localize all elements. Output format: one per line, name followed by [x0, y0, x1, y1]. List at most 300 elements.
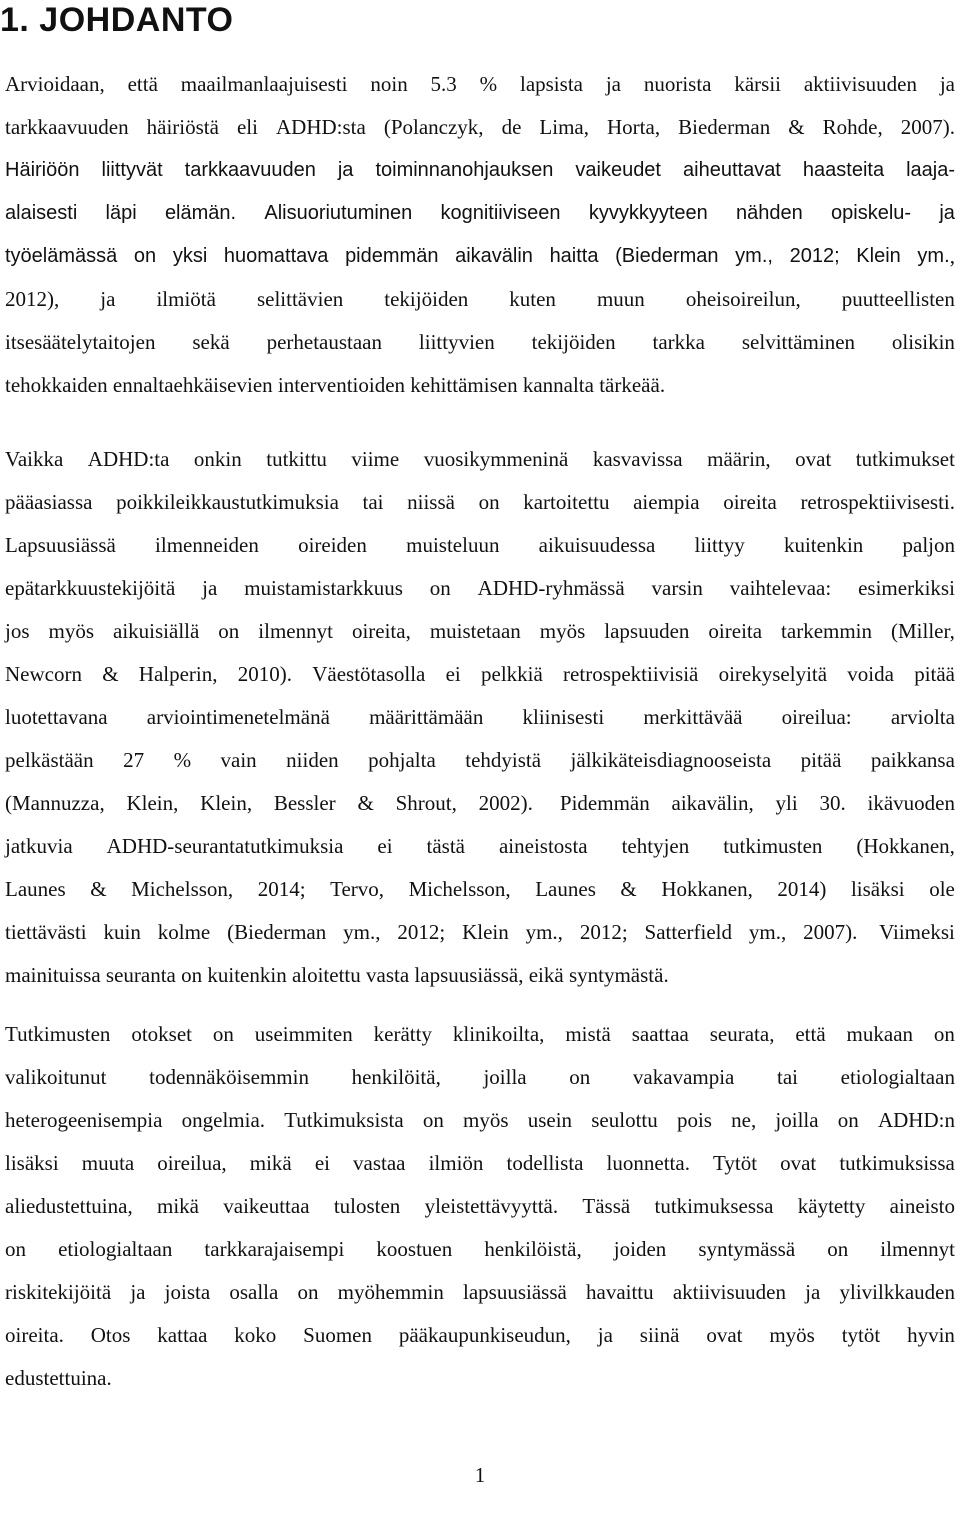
paragraph-2 — [5, 438, 955, 997]
text-line — [5, 106, 955, 149]
text-line — [5, 825, 955, 868]
word: & — [620, 877, 637, 901]
word: jos — [5, 619, 30, 643]
word: oireita, — [351, 619, 411, 643]
word: ADHD:n — [877, 1108, 955, 1132]
text-line — [5, 149, 955, 192]
word: ja — [939, 72, 955, 96]
word: Klein — [856, 245, 901, 267]
word: ym., — [735, 245, 773, 267]
word: tutkimusten — [723, 834, 823, 858]
word: noin — [370, 72, 408, 96]
word: onkin — [193, 447, 242, 471]
word: tekijöiden — [531, 330, 616, 354]
word: 2002). — [478, 791, 533, 815]
word: mukaan — [846, 1022, 914, 1046]
text-line — [5, 567, 955, 610]
word: että — [127, 72, 158, 96]
word: joilla — [775, 1108, 819, 1132]
word: Väestötasolla — [312, 662, 426, 686]
word: määrittämään — [369, 705, 484, 729]
word: vaikeuttaa — [223, 1194, 310, 1218]
word: % — [479, 72, 498, 96]
word: yli — [775, 791, 798, 815]
word: ilmennyt — [258, 619, 333, 643]
word: retrospektiivisiä — [563, 662, 699, 686]
word: ilmiön — [428, 1151, 484, 1175]
word: kerätty — [373, 1022, 432, 1046]
word: alaisesti — [5, 202, 78, 224]
word: ole — [929, 877, 955, 901]
word: kuten — [509, 287, 556, 311]
word: todellista — [506, 1151, 584, 1175]
word: 2012; — [789, 245, 840, 267]
word: aikuisiällä — [113, 619, 200, 643]
word: 2014) — [777, 877, 827, 901]
word: oireilua: — [781, 705, 852, 729]
word: Bessler — [273, 791, 336, 815]
word: ovat — [706, 1323, 743, 1347]
word: Vaikka — [5, 447, 64, 471]
word: kartoitettu — [523, 490, 610, 514]
text-line-last: mainituissa seuranta on kuitenkin aloitettu vasta lapsuusiässä, eikä syntymästä. — [5, 963, 669, 987]
word: ylivilkkauden — [839, 1280, 955, 1304]
text-line — [5, 739, 955, 782]
word: huomattava — [223, 245, 329, 267]
word: esimerkiksi — [858, 576, 955, 600]
word: toiminnanohjauksen — [375, 159, 554, 181]
word: Rohde, — [822, 115, 883, 139]
word: pois — [676, 1108, 712, 1132]
word: (Miller, — [891, 619, 955, 643]
word: käytetty — [797, 1194, 866, 1218]
word: hyvin — [907, 1323, 955, 1347]
text-line — [5, 1142, 955, 1185]
word: olisikin — [891, 330, 955, 354]
word: lisäksi — [850, 877, 905, 901]
word: vastaa — [353, 1151, 406, 1175]
text-line — [5, 1228, 955, 1271]
text-line-last: edustettuina. — [5, 1366, 112, 1390]
text-line — [5, 868, 955, 911]
word: on — [569, 1065, 591, 1089]
word: myös — [48, 619, 95, 643]
word: muistamistarkkuus — [244, 576, 403, 600]
word: kliinisesti — [522, 705, 605, 729]
word: on — [837, 1108, 859, 1132]
text-line — [5, 782, 955, 825]
word: ADHD-seurantatutkimuksia — [106, 834, 344, 858]
word: on — [933, 1022, 955, 1046]
word: ja — [939, 202, 955, 224]
word: viime — [351, 447, 400, 471]
word: läpi — [105, 202, 137, 224]
word: itsesäätelytaitojen — [5, 330, 156, 354]
word: Michelsson, — [131, 877, 234, 901]
word: on — [212, 1022, 234, 1046]
word: niissä — [407, 490, 455, 514]
word: kolme — [157, 920, 211, 944]
word: aktiivisuuden — [803, 72, 917, 96]
word: oireita. — [5, 1323, 64, 1347]
text-line — [5, 192, 955, 235]
word: ym., — [343, 920, 381, 944]
word: muisteluun — [406, 533, 500, 557]
word: muistetaan — [429, 619, 521, 643]
text-line — [5, 1271, 955, 1314]
word: Launes — [535, 877, 596, 901]
word: on — [827, 1237, 849, 1261]
word: perhetaustaan — [266, 330, 383, 354]
word: kuitenkin — [783, 533, 864, 557]
word: pidemmän — [345, 245, 439, 267]
word: selittävien — [256, 287, 344, 311]
word: henkilöistä, — [484, 1237, 582, 1261]
word: varsin — [651, 576, 703, 600]
word: 2007). — [803, 920, 858, 944]
word: pelkästään — [5, 748, 94, 772]
word: epätarkkuustekijöitä — [5, 576, 176, 600]
word: otokset — [131, 1022, 192, 1046]
word: oireita — [723, 490, 777, 514]
word: ADHD:ta — [87, 447, 170, 471]
word: 2010). — [237, 662, 292, 686]
word: selvittäminen — [741, 330, 856, 354]
word: Tutkimusten — [5, 1022, 111, 1046]
text-line — [5, 1314, 955, 1357]
line-text: , — [949, 244, 955, 268]
word: 27 — [123, 748, 145, 772]
word: kognitiiviseen — [440, 202, 561, 224]
word: klinikoilta, — [452, 1022, 545, 1046]
word: liittyvien — [418, 330, 495, 354]
word: etiologialtaan — [840, 1065, 955, 1089]
page-number: 1 — [474, 1463, 486, 1487]
word: ei — [314, 1151, 330, 1175]
word: Klein, — [126, 791, 179, 815]
word: pitää — [914, 662, 955, 686]
word: mikä — [156, 1194, 199, 1218]
word: Hokkanen, — [661, 877, 753, 901]
word: aktiivisuuden — [672, 1280, 786, 1304]
word: Häiriöön — [5, 159, 80, 181]
word: Arvioidaan, — [5, 72, 105, 96]
word: tehtyjen — [621, 834, 690, 858]
word: ovat — [780, 1151, 817, 1175]
word: paljon — [902, 533, 955, 557]
word: 5.3 — [430, 72, 457, 96]
word: arviolta — [890, 705, 955, 729]
word: tarkka — [652, 330, 705, 354]
word: ja — [130, 1280, 146, 1304]
word: nähden — [736, 202, 803, 224]
word: on — [218, 619, 240, 643]
word: pitää — [800, 748, 842, 772]
text-line — [5, 610, 955, 653]
word: aikuisuudessa — [538, 533, 656, 557]
word: kuin — [103, 920, 141, 944]
text-line-last: tehokkaiden ennaltaehkäisevien interventioiden kehittämisen kannalta tärkeää. — [5, 373, 666, 397]
word: Suomen — [303, 1323, 372, 1347]
word: Klein, — [200, 791, 253, 815]
word: määrin, — [707, 447, 771, 471]
word: tutkimuksissa — [839, 1151, 955, 1175]
word: aineistosta — [498, 834, 588, 858]
word: Klein — [462, 920, 509, 944]
word: myös — [463, 1108, 509, 1132]
word: tarkkaavuuden — [5, 115, 129, 139]
text-line — [5, 321, 955, 364]
text-line — [5, 235, 955, 278]
word: tutkittu — [266, 447, 327, 471]
word: koko — [234, 1323, 277, 1347]
word: muun — [596, 287, 645, 311]
word: niiden — [286, 748, 339, 772]
word: ne, — [731, 1108, 757, 1132]
text-line — [5, 1099, 955, 1142]
word: de — [501, 115, 522, 139]
word: retrospektiivisesti. — [800, 490, 955, 514]
word: joiden — [613, 1237, 667, 1261]
word: ovat — [795, 447, 832, 471]
word: Lima, — [539, 115, 589, 139]
word: aineisto — [889, 1194, 955, 1218]
word: on — [429, 576, 451, 600]
word: (Biederman — [615, 245, 719, 267]
word: yksi — [172, 245, 208, 267]
text-line — [5, 1185, 955, 1228]
word: lisäksi — [5, 1151, 59, 1175]
word: lapsuuden — [604, 619, 690, 643]
word: paikkansa — [870, 748, 955, 772]
word: ei — [377, 834, 393, 858]
text-line — [5, 911, 955, 954]
word: joista — [164, 1280, 211, 1304]
word: (Mannuzza, — [5, 791, 105, 815]
word: tytöt — [841, 1323, 881, 1347]
word: Tervo, — [330, 877, 385, 901]
word: yleistettävyyttä. — [424, 1194, 559, 1218]
word: luotettavana — [5, 705, 108, 729]
line-text — [5, 235, 950, 278]
word: myös — [539, 619, 586, 643]
word: ja — [202, 576, 218, 600]
word: todennäköisemmin — [149, 1065, 309, 1089]
word: opiskelu- — [831, 202, 912, 224]
word: valikoitunut — [5, 1065, 107, 1089]
word: etiologialtaan — [58, 1237, 173, 1261]
word: seurata, — [709, 1022, 775, 1046]
word: seulottu — [591, 1108, 658, 1132]
word: tekijöiden — [384, 287, 469, 311]
word: syntymässä — [698, 1237, 796, 1261]
word: 2014; — [257, 877, 306, 901]
word: 2012; — [579, 920, 628, 944]
word: pääkaupunkiseudun, — [398, 1323, 571, 1347]
word: % — [173, 748, 192, 772]
word: tarkkaavuuden — [184, 159, 316, 181]
word: aiempia — [633, 490, 700, 514]
word: oheisoireilun, — [685, 287, 801, 311]
word: joilla — [483, 1065, 527, 1089]
word: tiettävästi — [5, 920, 87, 944]
word: haitta — [549, 245, 599, 267]
text-line — [5, 1013, 955, 1056]
paragraph-1 — [5, 63, 955, 407]
word: (Hokkanen, — [856, 834, 955, 858]
text-line — [5, 653, 955, 696]
word: henkilöitä, — [351, 1065, 441, 1089]
word: Otos — [90, 1323, 131, 1347]
word: oireiden — [298, 533, 367, 557]
word: tarkkarajaisempi — [204, 1237, 345, 1261]
word: kattaa — [157, 1323, 208, 1347]
word: ilmennyt — [880, 1237, 955, 1261]
word: usein — [527, 1108, 573, 1132]
word: Halperin, — [138, 662, 218, 686]
word: voida — [847, 662, 894, 686]
word: ja — [805, 1280, 821, 1304]
word: ym., — [525, 920, 563, 944]
word: vuosikymmeninä — [423, 447, 569, 471]
word: kasvavissa — [592, 447, 683, 471]
word: ikävuoden — [867, 791, 955, 815]
word: myös — [769, 1323, 815, 1347]
text-line — [5, 63, 955, 106]
word: 2012; — [397, 920, 446, 944]
word: ilmenneiden — [155, 533, 259, 557]
word: & — [90, 877, 107, 901]
text-line — [5, 278, 955, 321]
text-line — [5, 438, 955, 481]
word: saattaa — [631, 1022, 689, 1046]
word: aikavälin, — [671, 791, 754, 815]
text-line — [5, 696, 955, 739]
word: ja — [100, 287, 116, 311]
word: muuta — [81, 1151, 135, 1175]
word: lapsista — [519, 72, 583, 96]
word: mistä — [565, 1022, 611, 1046]
word: vaikeudet — [575, 159, 661, 181]
word: osalla — [229, 1280, 279, 1304]
word: Horta, — [607, 115, 661, 139]
word: 2007). — [900, 115, 955, 139]
word: vain — [220, 748, 257, 772]
word: myöhemmin — [337, 1280, 444, 1304]
word: elämän. — [164, 202, 237, 224]
word: Tytöt — [713, 1151, 758, 1175]
word: luonnetta. — [606, 1151, 690, 1175]
word: pohjalta — [368, 748, 436, 772]
word: maailmanlaajuisesti — [180, 72, 348, 96]
text-line — [5, 481, 955, 524]
chapter-heading: 1. JOHDANTO — [0, 1, 234, 39]
word: sekä — [192, 330, 230, 354]
word: puutteellisten — [841, 287, 955, 311]
word: liittyy — [694, 533, 745, 557]
word: ym. — [917, 245, 950, 267]
word: laaja- — [906, 159, 955, 181]
word: pääasiassa — [5, 490, 93, 514]
word: on — [5, 1237, 26, 1261]
word: ilmiötä — [156, 287, 216, 311]
word: ja — [605, 72, 621, 96]
word: Lapsuusiässä — [5, 533, 116, 557]
word: tai — [777, 1065, 799, 1089]
word: 30. — [819, 791, 846, 815]
word: arviointimenetelmänä — [146, 705, 330, 729]
word: on — [478, 490, 500, 514]
word: Michelsson, — [408, 877, 511, 901]
word: Tutkimuksista — [284, 1108, 404, 1132]
word: kärsii — [734, 72, 781, 96]
word: ADHD:sta — [275, 115, 366, 139]
word: merkittävää — [643, 705, 743, 729]
word: lapsuusiässä — [463, 1280, 567, 1304]
word: haasteita — [802, 159, 885, 181]
word: nuorista — [643, 72, 712, 96]
word: on — [297, 1280, 319, 1304]
word: vakavampia — [632, 1065, 735, 1089]
word: ja — [597, 1323, 613, 1347]
paragraph-3 — [5, 1013, 955, 1400]
word: siinä — [639, 1323, 680, 1347]
word: tehdyistä — [465, 748, 542, 772]
word: Biederman — [678, 115, 771, 139]
text-line — [5, 1056, 955, 1099]
word: ja — [337, 159, 354, 181]
word: tutkimuksessa — [654, 1194, 774, 1218]
word: poikkileikkaustutkimuksia — [116, 490, 339, 514]
word: on — [422, 1108, 444, 1132]
word: Shrout, — [395, 791, 457, 815]
word: on — [133, 245, 157, 267]
text-line — [5, 524, 955, 567]
word: Pidemmän — [554, 791, 650, 815]
word: ei — [445, 662, 461, 686]
word: tästä — [426, 834, 465, 858]
word: työelämässä — [5, 245, 118, 267]
word: riskitekijöitä — [5, 1280, 112, 1304]
word: jälkikäteisdiagnooseista — [570, 748, 772, 772]
word: vaihtelevaa: — [729, 576, 832, 600]
word: että — [795, 1022, 826, 1046]
word: & — [102, 662, 119, 686]
word: & — [788, 115, 805, 139]
word: (Biederman — [227, 920, 327, 944]
word: tai — [362, 490, 384, 514]
word: kyvykkyyteen — [588, 202, 708, 224]
word: mikä — [249, 1151, 292, 1175]
word: aikavälin — [455, 245, 533, 267]
word: Launes — [5, 877, 66, 901]
word: oirekyselyitä — [718, 662, 828, 686]
word: Newcorn — [5, 662, 82, 686]
word: Tässä — [582, 1194, 631, 1218]
word: 2012), — [5, 287, 60, 311]
word: havaittu — [586, 1280, 654, 1304]
word: eli — [236, 115, 258, 139]
word: heterogeenisempia — [5, 1108, 163, 1132]
word: & — [357, 791, 374, 815]
word: ongelmia. — [181, 1108, 266, 1132]
word: oireita — [708, 619, 763, 643]
word: (Polanczyk, — [383, 115, 484, 139]
word: useimmiten — [254, 1022, 353, 1046]
word: pelkkiä — [481, 662, 543, 686]
word: tulosten — [333, 1194, 401, 1218]
word: häiriöstä — [146, 115, 219, 139]
